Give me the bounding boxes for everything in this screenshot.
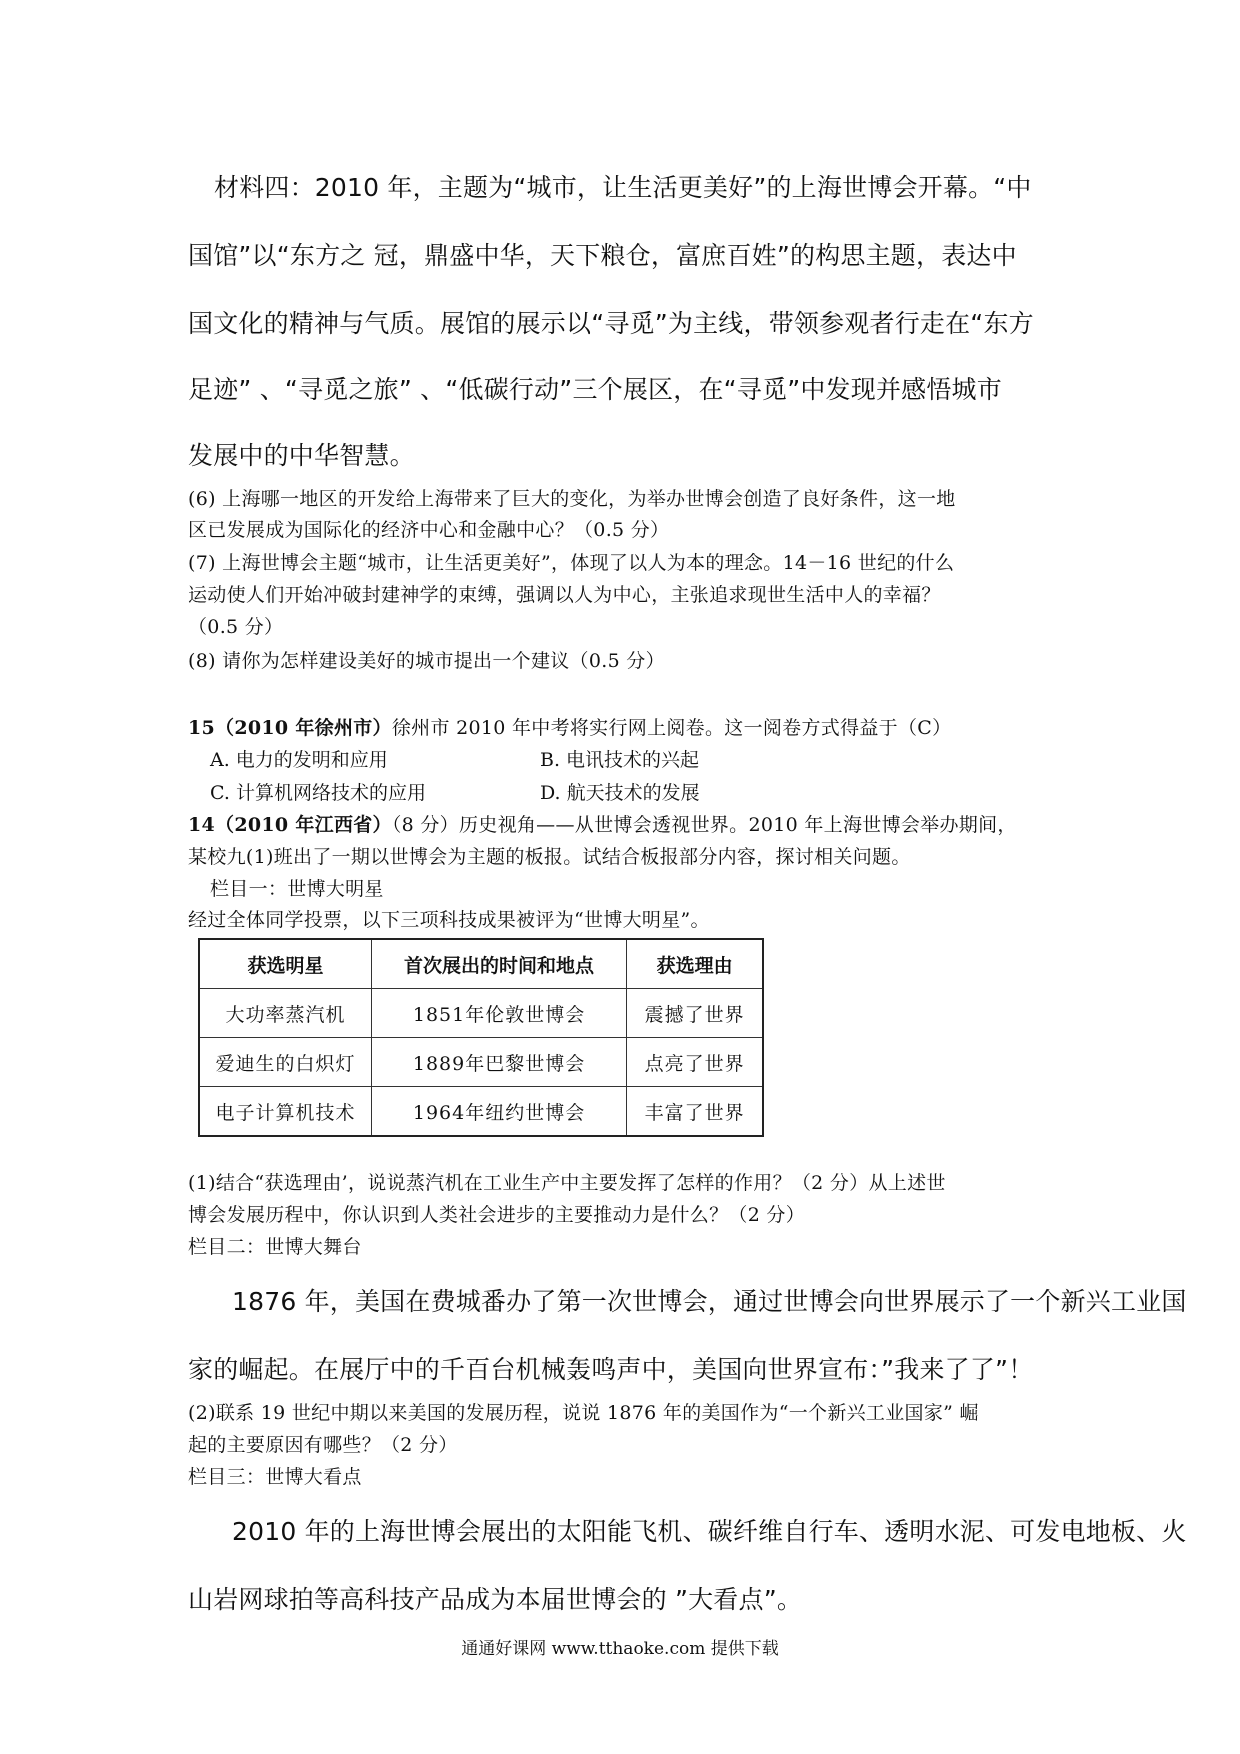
subquestion-2-line1: (2)联系 19 世纪中期以来美国的发展历程，说说 1876 年的美国作为“一个新兴工业国家” 崛: [188, 1402, 979, 1424]
question-6-line1: (6) 上海哪一地区的开发给上海带来了巨大的变化，为举办世博会创造了良好条件，这一地: [188, 488, 956, 510]
question-7-line1: (7) 上海世博会主题“城市，让生活更美好”，体现了以人为本的理念。14－16 世纪的什么: [188, 552, 955, 574]
material4-line4: 足迹” 、“寻觅之旅” 、“低碳行动”三个展区，在“寻觅”中发现并感悟城市: [188, 375, 1002, 404]
question-7-line2: 运动使人们开始冲破封建神学的束缚，强调以人为中心，主张追求现世生活中人的幸福？: [188, 584, 941, 606]
subquestion-1-line1: (1)结合“获选理由’，说说蒸汽机在工业生产中主要发挥了怎样的作用？（2 分）从上述世: [188, 1172, 946, 1194]
table-row: [199, 989, 763, 1038]
question-15-stem: [188, 713, 1068, 740]
table-cell: 大功率蒸汽机: [199, 989, 371, 1038]
table-header: 首次展出的时间和地点: [371, 939, 626, 989]
table-header: 获选明星: [199, 939, 371, 989]
table-cell: 爱迪生的白炽灯: [199, 1038, 371, 1087]
table-cell: 1851年伦敦世博会: [371, 989, 626, 1038]
table-cell: 点亮了世界: [627, 1038, 763, 1087]
question-15-option-d: D. 航天技术的发展: [540, 782, 700, 804]
page-footer: 通通好课网 www.tthaoke.com 提供下载: [461, 1639, 779, 1659]
table-header: 获选理由: [627, 939, 763, 989]
question-14-stem: [188, 810, 1068, 837]
column2-title: 栏目二：世博大舞台: [188, 1236, 362, 1258]
column3-material-line1: 2010 年的上海世博会展出的太阳能飞机、碳纤维自行车、透明水泥、可发电地板、火: [232, 1517, 1187, 1546]
column1-intro: 经过全体同学投票，以下三项科技成果被评为“世博大明星”。: [188, 909, 710, 931]
question-6-line2: 区已发展成为国际化的经济中心和金融中心？（0.5 分）: [188, 519, 670, 541]
table-cell: 丰富了世界: [627, 1087, 763, 1137]
column3-material-line2: 山岩网球拍等高科技产品成为本届世博会的 ”大看点”。: [188, 1585, 803, 1614]
material4-line3: 国文化的精神与气质。展馆的展示以“寻觅”为主线，带领参观者行走在“东方: [188, 309, 1034, 338]
column2-material-line1: 1876 年，美国在费城番办了第一次世博会，通过世博会向世界展示了一个新兴工业国: [232, 1287, 1187, 1316]
column2-material-line2: 家的崛起。在展厅中的千百台机械轰鸣声中，美国向世界宣布：”我来了了”！: [188, 1355, 1034, 1384]
column3-title: 栏目三：世博大看点: [188, 1466, 362, 1488]
material4-line5: 发展中的中华智慧。: [188, 441, 415, 470]
question-15-text: 徐州市 2010 年中考将实行网上阅卷。这一阅卷方式得益于（C）: [391, 717, 952, 739]
question-14-line2: 某校九(1)班出了一期以世博会为主题的板报。试结合板报部分内容，探讨相关问题。: [188, 846, 911, 868]
table-cell: 1964年纽约世博会: [371, 1087, 626, 1137]
table-cell: 1889年巴黎世博会: [371, 1038, 626, 1087]
question-8-line1: (8) 请你为怎样建设美好的城市提出一个建议（0.5 分）: [188, 650, 665, 672]
question-14-number: 14: [188, 814, 216, 836]
question-15-option-b: B. 电讯技术的兴起: [540, 749, 700, 771]
table-cell: 电子计算机技术: [199, 1087, 371, 1137]
material4-line2: 国馆”以“东方之 冠，鼎盛中华，天下粮仓，富庶百姓”的构思主题，表达中: [188, 241, 1017, 270]
table-header-row: [199, 939, 763, 989]
table-row: [199, 1038, 763, 1087]
subquestion-1-line2: 博会发展历程中，你认识到人类社会进步的主要推动力是什么？（2 分）: [188, 1204, 806, 1226]
column1-title: 栏目一：世博大明星: [210, 878, 384, 900]
question-15-option-c: C. 计算机网络技术的应用: [210, 782, 426, 804]
question-14-source: （2010 年江西省）: [215, 814, 392, 836]
table-cell: 震撼了世界: [627, 989, 763, 1038]
star-table: [198, 938, 764, 1137]
question-15-option-a: A. 电力的发明和应用: [210, 749, 388, 771]
question-7-line3: （0.5 分）: [188, 616, 284, 638]
subquestion-2-line2: 起的主要原因有哪些？（2 分）: [188, 1434, 458, 1456]
material4-line1: 材料四：2010 年，主题为“城市，让生活更美好”的上海世博会开幕。“中: [214, 173, 1032, 202]
table-row: [199, 1087, 763, 1137]
question-15-number: 15: [188, 717, 216, 739]
question-15-source: （2010 年徐州市）: [215, 717, 392, 739]
question-14-text: （8 分）历史视角——从世博会透视世界。2010 年上海世博会举办期间，: [391, 814, 1017, 836]
